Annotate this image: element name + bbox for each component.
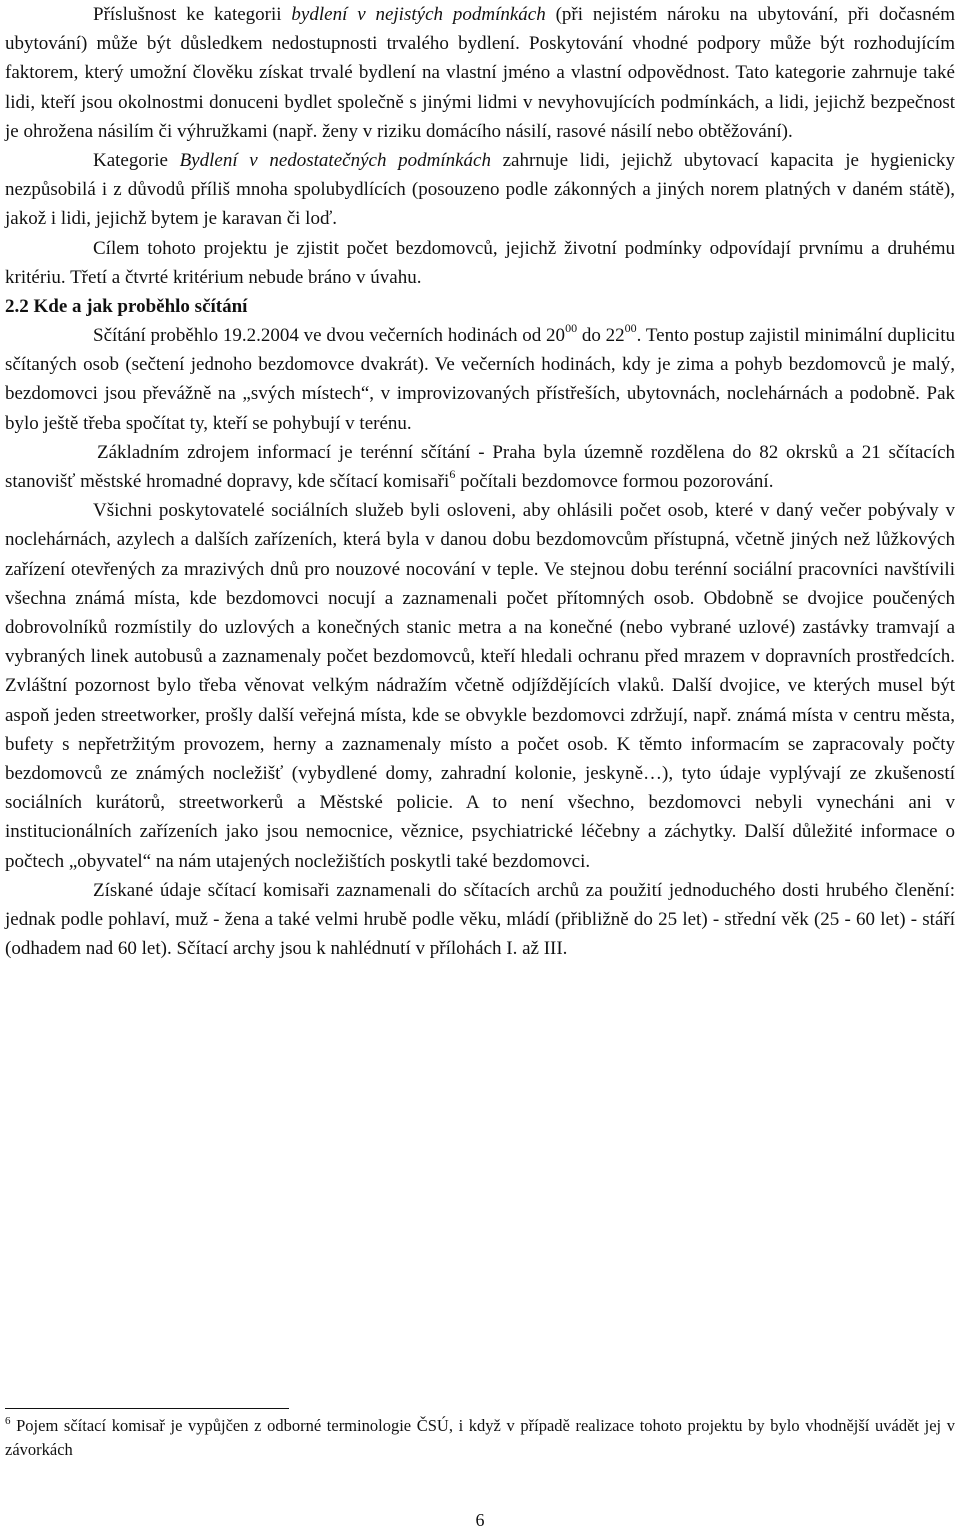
footnote-reference[interactable]: 6 — [449, 466, 456, 481]
term-insecure-housing: bydlení v nejistých podmínkách — [291, 4, 546, 25]
paragraph-insecure-housing: Příslušnost ke kategorii bydlení v nejistých podmínkách (při nejistém nároku na ubytování, při dočasném ubytování) může být důsledkem nedostupnosti trvalého bydlení. Poskytování vhodné podpory může být rozhodujícím faktorem, který umožní člověku získat trvalé bydlení na vlastní jméno a vlastní odpovědnost. Tato kategorie zahrnuje také lidi, kteří jsou okolnostmi donuceni bydlet společně s jinými lidmi v nevyhovujících podmínkách, a lidi, jejichž bezpečnost je ohrožena násilím či výhružkami (např. ženy v riziku domácího násilí, rasové násilí nebo obtěžování). — [5, 4, 955, 142]
document-body — [5, 0, 955, 964]
page-number: 6 — [475, 1510, 485, 1530]
term-inadequate-housing: Bydlení v nedostatečných podmínkách — [179, 150, 491, 172]
superscript-minutes: 00 — [624, 320, 637, 335]
paragraph-service-providers: Všichni poskytovatelé sociálních služeb byli osloveni, aby ohlásili počet osob, které v daný večer pobývaly v noclehárnách, azylech a dalších zařízeních, která byla v danou dobu bezdomovcům přístupná, včetně jiných než lůžkových zařízení otevřených za mrazivých dnů pro nouzové nocování v teple. Ve stejnou dobu terénní sociální pracovníci navštívili všechna známá místa, kde bezdomovci nocují a zaznamenali počet přítomných osob. Obdobně se dvojice poučených dobrovolníků rozmístily do uzlových a konečných stanic metra a na konečné (nebo vybrané uzlové) zastávky tramvají a vybraných linek autobusů a zaznamenaly počet bezdomovců, kteří hledali ochranu před mrazem v dopravních prostředcích. Zvláštní pozornost bylo třeba věnovat velkým nádražím včetně odjíždějících vlaků. Další dvojice, ve kterých musel být aspoň jeden streetworker, prošly další veřejná místa, kde se obvykle bezdomovci zdržují, např. známá místa v centru města, bufety s nepřetržitým provozem, herny a zaznamenaly místo a počet osob. K těmto informacím se zapracovaly počty bezdomovců ze známých nocležišť (vybydlené domy, zahradní kolonie, jeskyně…), tyto údaje vyplývají ze zkušeností sociálních kurátorů, streetworkerů a Městské policie. A to není všechno, bezdomovci nebyli vynecháni ani v institucionálních zařízeních jako jsou nemocnice, věznice, psychiatrické léčebny a záchytky. Další důležité informace o počtech „obyvatel“ na nám utajených nocležištích poskytli také bezdomovci. — [5, 500, 955, 872]
paragraph-project-goal: Cílem tohoto projektu je zjistit počet bezdomovců, jejichž životní podmínky odpovídají prvnímu a druhému kritériu. Třetí a čtvrté kritérium nebude bráno v úvahu. — [5, 237, 955, 288]
footnote-marker: 6 — [5, 1414, 11, 1427]
paragraph-census-time: Sčítání proběhlo 19.2.2004 ve dvou večerních hodinách od $20^{00}$ do $22^{00}$. Tento postup zajistil minimální duplicitu sčítaných osob (sečtení jednoho bezdomovce dvakrát). Ve večerních hodinách, kdy je zima a pohyb bezdomovců je malý, bezdomovci jsou převážně na „svých místech“, v improvizovaných přístřeších, ubytovnách, noclehárnách a podobně. Pak bylo ještě třeba spočítat ty, kteří se pohybují v terénu. — [5, 320, 955, 434]
paragraph-inadequate-housing: Kategorie Bydlení v nedostatečných podmínkách zahrnuje lidi, jejichž ubytovací kapacita je hygienicky nezpůsobilá i z důvodů příliš mnoha spolubydlících (posouzeno podle zákonných a jiných norem platných v daném státě), jakož i lidi, jejichž bytem je karavan či loď. — [5, 150, 955, 230]
section-heading: 2.2 Kde a jak proběhlo sčítání — [5, 296, 248, 318]
footnote-text: Pojem sčítací komisař je vypůjčen z odborné terminologie ČSÚ, i když v případě realizace tohoto projektu by bylo vhodnější uvádět jej v závorkách — [5, 1416, 955, 1459]
footnote-divider — [5, 1408, 289, 1409]
document-page — [5, 0, 955, 964]
superscript-minutes: 00 — [565, 320, 578, 335]
paragraph-data-collected: Získané údaje sčítací komisaři zaznamenali do sčítacích archů za použití jednoduchého dosti hrubého členění: jednak podle pohlaví, muž - žena a také velmi hrubě podle věku, mládí (přibližně do 25 let) - střední věk (25 - 60 let) - stáří (odhadem nad 60 let). Sčítací archy jsou k nahlédnutí v přílohách I. až III. — [5, 879, 955, 960]
footnote — [5, 1414, 955, 1462]
paragraph-field-census: Základním zdrojem informací je terénní sčítání - Praha byla územně rozdělena do 82 okrsků a 21 sčítacích stanovišť městské hromadné dopravy, kde sčítací komisaři$^6$ počítali bezdomovce formou pozorování. — [5, 441, 955, 493]
